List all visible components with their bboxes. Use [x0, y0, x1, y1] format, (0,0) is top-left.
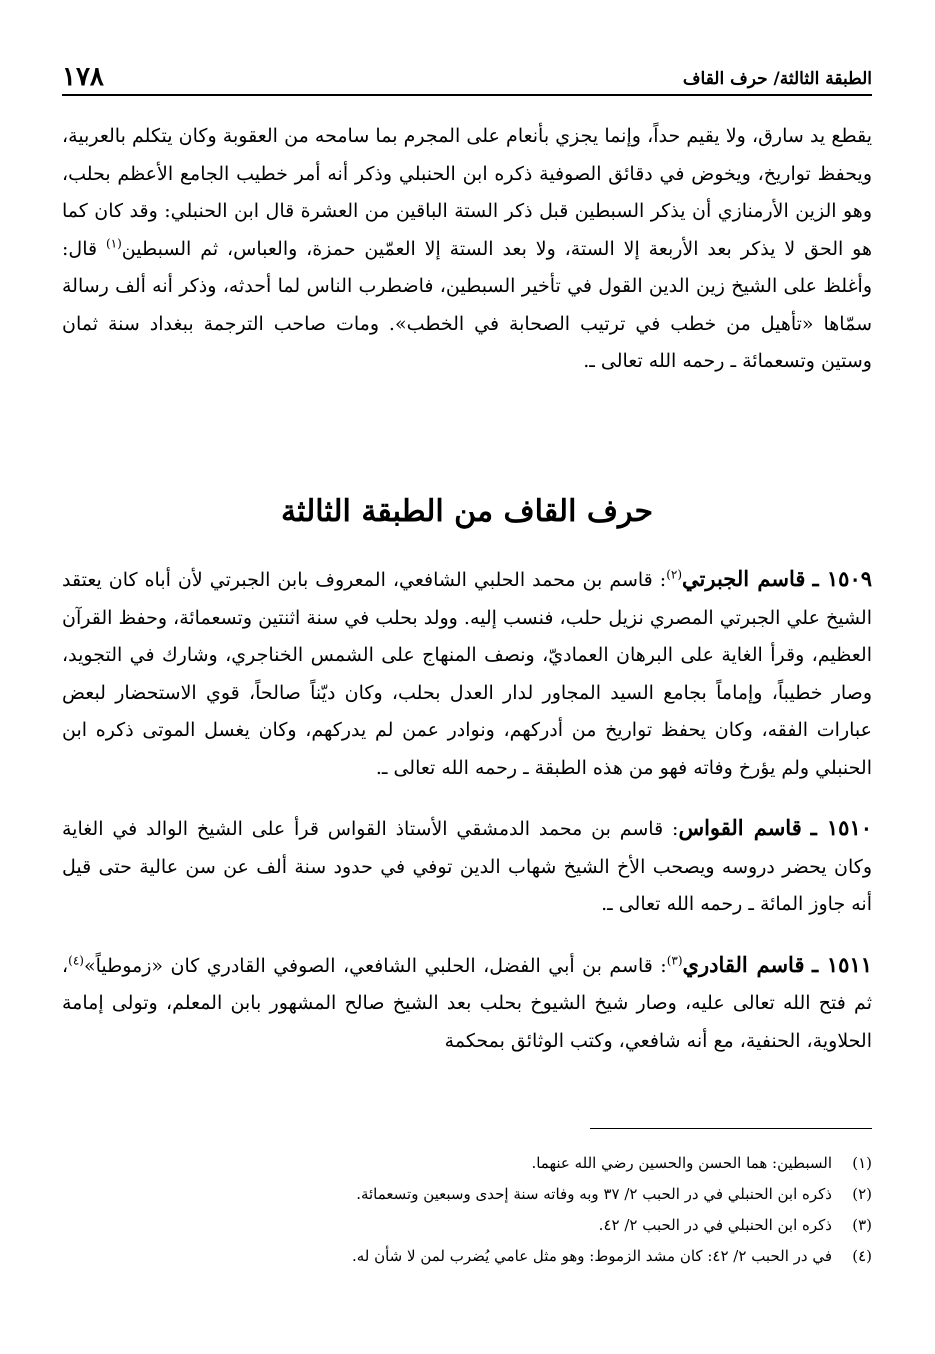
footnote-divider [590, 1128, 872, 1129]
footnote-number: (٤) [852, 1247, 872, 1265]
entry-1509 [62, 560, 872, 787]
footnote-text: السبطين: هما الحسن والحسين رضي الله عنهما. [531, 1154, 832, 1172]
entry-name: قاسم القواس [678, 815, 802, 840]
footnote [62, 1148, 872, 1179]
footnote [62, 1210, 872, 1241]
page-header [62, 58, 872, 96]
entry-number: ١٥١١ ـ [811, 951, 873, 977]
footnote-ref-1: (١) [105, 236, 122, 251]
footnote-number: (١) [852, 1154, 872, 1172]
footnote-ref-4: (٤) [68, 953, 84, 968]
footnotes [62, 1148, 872, 1272]
footnote [62, 1179, 872, 1210]
entry-text-rest: ، ثم فتح الله تعالى عليه، وصار شيخ الشيوخ بحلب بعد الشيخ صالح المشهور بابن المعلم، وتولى إمامة الحلاوية، الحنفية، مع أنه شافعي، وكتب الوثائق بمحكمة [62, 954, 872, 1052]
continuation-paragraph [62, 118, 872, 381]
entry-number: ١٥١٠ ـ [810, 815, 873, 840]
footnote-ref-2: (٢) [666, 567, 683, 582]
entry-text: : قاسم بن أبي الفضل، الحلبي الشافعي، الصوفي القادري كان «زموطياً» [83, 954, 667, 977]
entry-text: : قاسم بن محمد الدمشقي الأستاذ القواس قرأ على الشيخ الوالد في الغاية وكان يحضر دروسه ويصحب الأخ الشيخ شهاب الدين توفي في حدود سنة ألف عن سن عالية حتى قيل أنه جاوز المائة ـ رحمه الله تعالى ـ. [62, 818, 872, 915]
entry-number: ١٥٠٩ ـ [812, 566, 873, 591]
footnote [62, 1241, 872, 1272]
page-number: ١٧٨ [62, 62, 104, 92]
section-title: حرف القاف من الطبقة الثالثة [280, 494, 654, 529]
continuation-text-rest: قال: وأغلظ على الشيخ زين الدين القول في تأخير السبطين، فاضطرب الناس لما أحدثه، وذكر أنه ألف رسالة سمّاها «تأهيل من خطب في ترتيب الصحابة في الخطب». ومات صاحب الترجمة ببغداد سنة ثمان وستين وتسعمائة ـ رحمه الله تعالى ـ. [62, 237, 872, 372]
footnote-text: ذكره ابن الحنبلي في در الحبب ٢/ ٣٧ وبه وفاته سنة إحدى وسبعين وتسعمائة. [356, 1185, 832, 1203]
footnote-text: في در الحبب ٢/ ٤٢: كان مشد الزموط: وهو مثل عامي يُضرب لمن لا شأن له. [351, 1247, 832, 1265]
footnote-number: (٢) [852, 1185, 872, 1203]
footnote-number: (٣) [852, 1216, 872, 1234]
entry-name: قاسم الجبرتي [682, 566, 806, 591]
footnote-text: ذكره ابن الحنبلي في در الحبب ٢/ ٤٢. [598, 1216, 832, 1234]
running-head: الطبقة الثالثة/ حرف القاف [682, 69, 872, 89]
entry-text: : قاسم بن محمد الحلبي الشافعي، المعروف بابن الجبرتي لأن أباه كان يعتقد الشيخ علي الجبرتي المصري نزيل حلب، فنسب إليه. وولد بحلب في سنة اثنتين وتسعمائة، وحفظ القرآن العظيم، وقرأ الغاية على البرهان العماديّ، ونصف المنهاج على الشمس الخناجري، وشارك في التجويد، وصار خطيباً، وإماماً بجامع السيد المجاور لدار العدل بحلب، وكان ديّناً صالحاً، قوي الاستحضار لبعض عبارات الفقه، وكان يحفظ تواريخ من أدركهم، ونوادر عمن لم يدركهم، وكان يغسل الموتى ذكره ابن الحنبلي ولم يؤرخ وفاته فهو من هذه الطبقة ـ رحمه الله تعالى ـ. [62, 569, 872, 779]
entry-1511 [62, 946, 872, 1061]
footnote-ref-3: (٣) [666, 953, 683, 968]
entries-list [62, 560, 872, 1082]
continuation-text: يقطع يد سارق، ولا يقيم حداً، وإنما يجزي بأنعام على المجرم بما سامحه من العقوبة وكان يتكلم بالعربية، ويحفظ تواريخ، ويخوض في دقائق الصوفية ذكره ابن الحنبلي وذكر أنه أمر خطيب الجامع الأعظم بحلب، وهو الزين الأرمنازي أن يذكر السبطين قبل ذكر الستة الباقين من العشرة قال ابن الحنبلي: وقد كان كما هو الحق لا يذكر بعد الأربعة إلا الستة، ولا بعد الستة إلا العمّين حمزة، والعباس، ثم السبطين [62, 125, 872, 260]
entry-name: قاسم القادري [682, 951, 805, 977]
entry-1510 [62, 809, 872, 924]
